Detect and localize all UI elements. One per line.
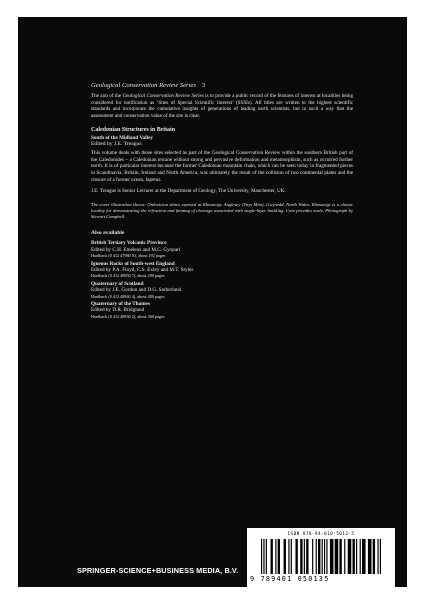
barcode-bar [368,539,372,574]
cover-text-block [91,82,353,321]
volume-title: Caledonian Structures in Britain [91,127,176,134]
barcode-bar [356,539,357,574]
barcode-bar [306,539,308,574]
book-publication: Hardback (0 412 47980 X), about 192 pages [91,253,166,259]
series-name: Geological Conservation Review Series [91,82,196,89]
barcode-bar [312,539,313,574]
volume-editor: Edited by J.E. Treagus [91,141,142,148]
barcode-label [247,528,395,589]
barcode-bar [271,539,273,574]
book-publication: Hardback (0 412 48840 4), about 480 pages [91,293,165,299]
barcode-bar [380,539,381,574]
back-cover [18,17,407,587]
series-intro [91,93,353,119]
barcode-bar [261,539,262,574]
book-title: British Tertiary Volcanic Province [91,240,167,247]
barcode-bar [291,539,292,574]
intro-series-italic: Geological Conservation Review Series [122,93,204,99]
barcode-bar [300,539,302,574]
book-editor: Edited by P.A. Floyd, C.S. Exley and M.T. Styles [91,266,194,273]
barcode-bar [344,539,345,574]
barcode-bar [362,539,366,574]
barcode-bar [360,539,361,574]
barcode-bars [261,539,381,574]
barcode-bar [304,539,305,574]
series-number: 3 [201,82,206,89]
barcode-bar [373,539,375,574]
barcode-bar [318,539,320,574]
barcode-bar [288,539,289,574]
book-entry [91,281,353,299]
barcode-bar [377,539,378,574]
also-available-heading: Also available [91,229,125,236]
cover-caption: The cover illustration shows: Ordovician slates exposed at Rhosneigr, Anglesey (Ynys Môn), Gwynedd, North Wales. Rhosneigr is a classic locality for demonstrating the refraction and fanning of cleavage associated with single-layer buckling. Coin provides scale. Photograph by Stewart Campbell. [91,201,353,219]
barcode-bar [316,539,317,574]
barcode-bar [263,539,264,574]
book-editor: Edited by J.E. Gordon and D.G. Sutherland [91,287,182,294]
barcode-number: 9 789401 050135 [250,575,330,583]
volume-subtitle: South of the Midland Valley [91,134,153,141]
isbn-text: ISBN 978-94-010-5013-5 [287,532,355,537]
intro-after: is to provide a public record of the features of interest at localities being considered for notification as ‘Sites of Special Scientific Interest’ (SSSIs). All titles are written to the highest scientific standards and incorporate the cumulative insights of generations of leading earth scientists, but in such a way that the assessment and conservation value of the site is clear. [91,93,354,119]
barcode-bar [330,539,334,574]
publisher-name: SPRINGER-SCIENCE+BUSINESS MEDIA, B.V. [77,566,239,575]
book-publication: Hardback (0 412 48850 7), about 200 pages [91,273,165,279]
barcode-bar [324,539,325,574]
intro-before: The aim of the [91,93,123,99]
barcode-bar [348,539,352,574]
series-title [91,82,353,90]
barcode-bar [275,539,276,574]
book-title: Quaternary of Scotland [91,280,144,287]
barcode-bar [284,539,286,574]
book-entry [91,240,353,258]
barcode-bar [278,539,280,574]
barcode-bar [352,539,354,574]
book-entry [91,261,353,279]
book-title: Igneous Rocks of South-west England [91,260,175,267]
editor-bio: J.E. Treagus is Senior Lecturer at the Department of Geology, The University, Manchester, UK. [91,188,286,195]
book-publication: Hardback (0 412 48830 2), about 300 pages [91,313,165,319]
barcode-bar [266,539,267,574]
book-title: Quaternary of the Thames [91,300,150,307]
volume-description: This volume deals with those sites selected as part of the Geological Conservation Review within the southern British part of the Caledonides – a Caledonian terrane without strong and pervasive deformation and metamorphism, such as occurred further north. It is of particular interest because the former Caledonian mountain chain, which can be seen today in fragmented pieces in Scandinavia, Britain, Ireland and North America, was ultimately the result of the collision of two continental plates and the closure of a former ocean, Iapetus. [91,150,353,183]
barcode-bar [326,539,327,574]
barcode-bar [295,539,297,574]
book-editor: Edited by C.H. Emeleus and M.C. Gyopari [91,246,181,253]
barcode-bar [339,539,341,574]
barcode-bar [335,539,339,574]
barcode-bar [322,539,323,574]
book-editor: Edited by D.R. Bridgland [91,307,145,314]
book-entry [91,301,353,319]
